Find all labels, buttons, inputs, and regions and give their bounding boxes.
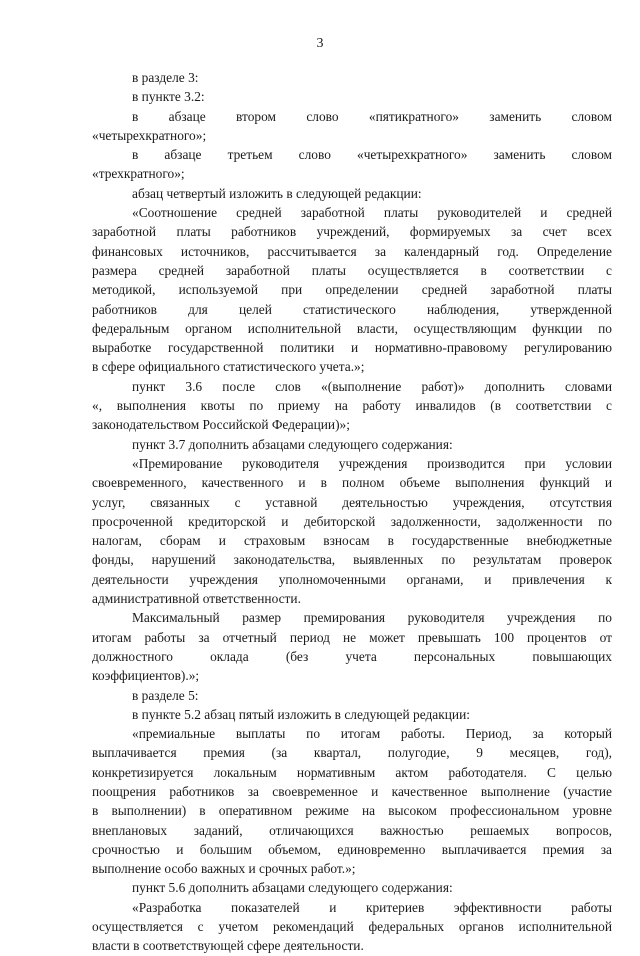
text-line: Максимальный размер премирования руководителя учреждения по [132,610,612,626]
text-line: законодательством Российской Федерации)»; [92,417,350,433]
text-line: выработке государственной политики и нормативно-правовому регулированию [92,340,612,356]
text-line: просроченной кредиторской и дебиторской задолженности, задолженности по [92,513,612,529]
page-number: 3 [316,36,324,51]
text-line: в сфере официального статистического учета.»; [92,359,365,375]
text-line: власти в соответствующей сфере деятельности. [92,938,364,954]
text-line: финансовых источников, рассчитывается за календарный год. Определение [92,243,612,259]
text-line: «, выполнения квоты по приему на работу инвалидов (в соответствии с [92,398,612,414]
text-line: заработной платы работников учреждений, формируемых за счет всех [92,224,612,240]
text-line: своевременного, качественного и в полном объеме выполнения функций и [92,475,612,491]
text-line: поощрения работников за своевременное и качественное выполнение (участие [92,783,612,799]
text-line: «Премирование руководителя учреждения производится при условии [132,455,612,471]
text-line: выполнение особо важных и срочных работ.»; [92,861,356,877]
text-line: должностного оклада (без учета персональных повышающих [92,648,612,664]
text-line: абзац четвертый изложить в следующей редакции: [132,185,422,201]
text-line: пункт 3.6 после слов «(выполнение работ)» дополнить словами [132,378,612,394]
text-line: в пункте 5.2 абзац пятый изложить в следующей редакции: [132,706,470,722]
text-line: федеральным органом исполнительной власти, осуществляющим функции по [92,320,612,336]
text-line: в выполнении) в оперативном режиме на высоком профессиональном уровне [92,803,612,819]
text-line: в пункте 3.2: [132,89,205,105]
text-line: работников для целей статистического наблюдения, утвержденной [92,301,612,317]
text-line: пункт 5.6 дополнить абзацами следующего содержания: [132,880,453,896]
text-line: методикой, используемой при определении средней заработной платы [92,282,612,298]
text-line: в разделе 3: [132,70,199,85]
document-body [92,68,612,956]
text-line: «Соотношение средней заработной платы руководителей и средней [132,205,612,221]
text-line: «четырехкратного»; [92,127,207,143]
text-line: услуг, связанных с уставной деятельностью учреждения, отсутствия [92,494,612,510]
text-line: налогам, сборам и страховым взносам в государственные внебюджетные [92,533,612,549]
text-line: осуществляется с учетом рекомендаций федеральных органов исполнительной [92,919,612,935]
text-line: «трехкратного»; [92,166,185,182]
text-line: внеплановых заданий, отличающихся важностью решаемых вопросов, [92,822,612,838]
text-line: коэффициентов).»; [92,668,200,684]
text-line: в абзаце втором слово «пятикратного» заменить словом [132,108,612,124]
text-line: «Разработка показателей и критериев эффективности работы [132,899,612,915]
text-line: пункт 3.7 дополнить абзацами следующего содержания: [132,436,453,452]
text-line: конкретизируется локальным нормативным актом работодателя. С целью [92,764,612,780]
text-line: «премиальные выплаты по итогам работы. Период, за который [132,726,612,742]
text-line: срочностью и большим объемом, единовременно выплачивается премия за [92,841,612,857]
text-line: в разделе 5: [132,687,199,703]
text-line: выплачивается премия (за квартал, полугодие, 9 месяцев, год), [92,745,612,761]
text-line: размера средней заработной платы осуществляется в соответствии с [92,262,612,278]
text-line: фонды, нарушений законодательства, выявленных по результатам проверок [92,552,612,568]
text-line: в абзаце третьем слово «четырехкратного» заменить словом [132,147,612,163]
text-line: деятельности учреждения уполномоченными органами, и привлечения к [92,571,612,587]
text-line: итогам работы за отчетный период не может превышать 100 процентов от [92,629,612,645]
text-line: административной ответственности. [92,591,301,607]
